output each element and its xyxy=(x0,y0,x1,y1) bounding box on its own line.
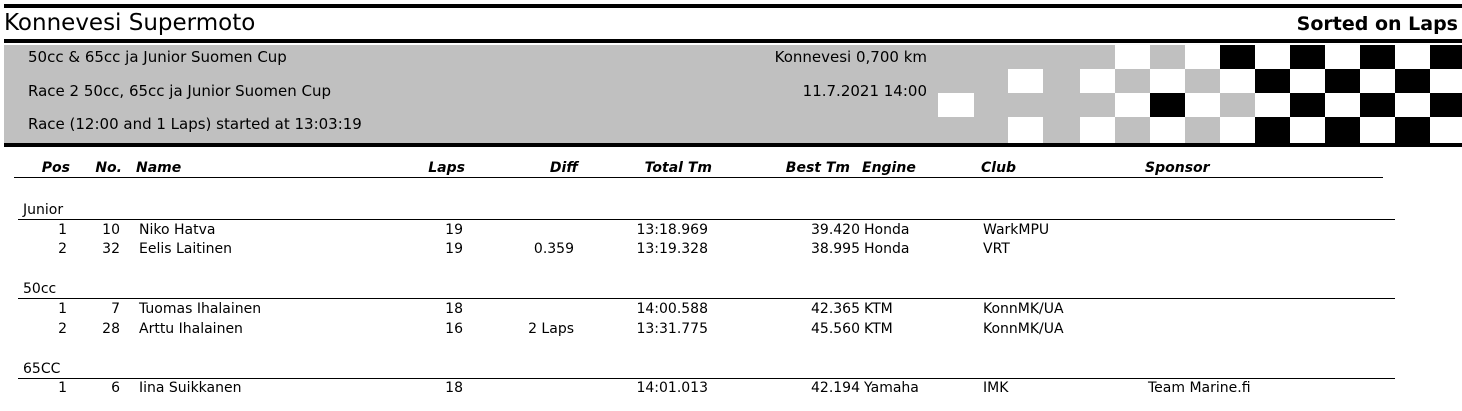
track-info: Konnevesi 0,700 km xyxy=(774,48,927,66)
row-sponsor: Team Marine.fi xyxy=(1148,380,1251,396)
row-name: Tuomas Ihalainen xyxy=(139,301,262,317)
col-diff: Diff xyxy=(549,160,578,176)
row-total-time: 14:00.588 xyxy=(636,301,708,317)
row-no: 6 xyxy=(111,380,120,396)
sort-label: Sorted on Laps xyxy=(1296,13,1458,35)
col-pos: Pos xyxy=(41,160,70,176)
row-total-time: 13:31.775 xyxy=(636,321,708,337)
row-total-time: 13:19.328 xyxy=(636,241,708,257)
col-sponsor: Sponsor xyxy=(1145,160,1210,176)
col-engine: Engine xyxy=(862,160,916,176)
row-total-time: 13:18.969 xyxy=(636,222,708,238)
row-club: KonnMK/UA xyxy=(983,321,1064,337)
row-laps: 19 xyxy=(445,222,463,238)
col-no: No. xyxy=(95,160,122,176)
row-laps: 18 xyxy=(445,380,463,396)
row-best-time: 45.560 xyxy=(811,321,860,337)
row-diff: 2 Laps xyxy=(528,321,574,337)
row-engine: KTM xyxy=(864,321,893,337)
row-club: WarkMPU xyxy=(983,222,1050,238)
row-club: KonnMK/UA xyxy=(983,301,1064,317)
row-pos: 1 xyxy=(58,222,67,238)
row-no: 7 xyxy=(111,301,120,317)
class-label-65cc: 65CC xyxy=(23,361,61,377)
row-pos: 2 xyxy=(58,321,67,337)
checker-row-4 xyxy=(1008,117,1462,143)
row-engine: Honda xyxy=(864,222,910,238)
header-top-line xyxy=(4,39,1462,43)
column-header-rule xyxy=(14,177,1383,178)
row-best-time: 39.420 xyxy=(811,222,860,238)
col-name: Name xyxy=(136,160,182,176)
class-rule-50cc xyxy=(18,298,1395,299)
row-engine: Yamaha xyxy=(864,380,919,396)
row-engine: Honda xyxy=(864,241,910,257)
race-date: 11.7.2021 14:00 xyxy=(802,82,927,100)
row-best-time: 42.194 xyxy=(811,380,860,396)
row-laps: 18 xyxy=(445,301,463,317)
row-no: 28 xyxy=(102,321,120,337)
series-name: 50cc & 65cc ja Junior Suomen Cup xyxy=(28,48,287,66)
col-best-time: Best Tm xyxy=(785,160,850,176)
col-laps: Laps xyxy=(428,160,465,176)
row-engine: KTM xyxy=(864,301,893,317)
row-pos: 1 xyxy=(58,301,67,317)
col-total-time: Total Tm xyxy=(644,160,712,176)
class-label-50cc: 50cc xyxy=(23,281,57,297)
row-diff: 0.359 xyxy=(533,241,574,257)
row-name: Iina Suikkanen xyxy=(139,380,242,396)
row-no: 32 xyxy=(102,241,120,257)
row-name: Niko Hatva xyxy=(139,222,216,238)
checker-row-2 xyxy=(1008,69,1462,93)
race-name: Race 2 50cc, 65cc ja Junior Suomen Cup xyxy=(28,82,331,100)
row-club: VRT xyxy=(983,241,1010,257)
checker-row-3 xyxy=(938,93,1462,117)
row-laps: 19 xyxy=(445,241,463,257)
header-bottom-line xyxy=(4,143,1462,147)
row-pos: 2 xyxy=(58,241,67,257)
race-info: Race (12:00 and 1 Laps) started at 13:03:19 xyxy=(28,115,362,133)
row-best-time: 42.365 xyxy=(811,301,860,317)
checkered-flag-graphic xyxy=(938,45,1462,143)
row-name: Arttu Ihalainen xyxy=(139,321,243,337)
checker-row-1 xyxy=(1115,45,1462,69)
row-club: IMK xyxy=(983,380,1009,396)
row-total-time: 14:01.013 xyxy=(636,380,708,396)
col-club: Club xyxy=(981,160,1017,176)
class-label-junior: Junior xyxy=(23,202,64,218)
row-name: Eelis Laitinen xyxy=(139,241,232,257)
row-laps: 16 xyxy=(445,321,463,337)
row-no: 10 xyxy=(102,222,120,238)
row-best-time: 38.995 xyxy=(811,241,860,257)
class-rule-junior xyxy=(18,219,1395,220)
row-pos: 1 xyxy=(58,380,67,396)
event-title: Konnevesi Supermoto xyxy=(4,10,256,36)
